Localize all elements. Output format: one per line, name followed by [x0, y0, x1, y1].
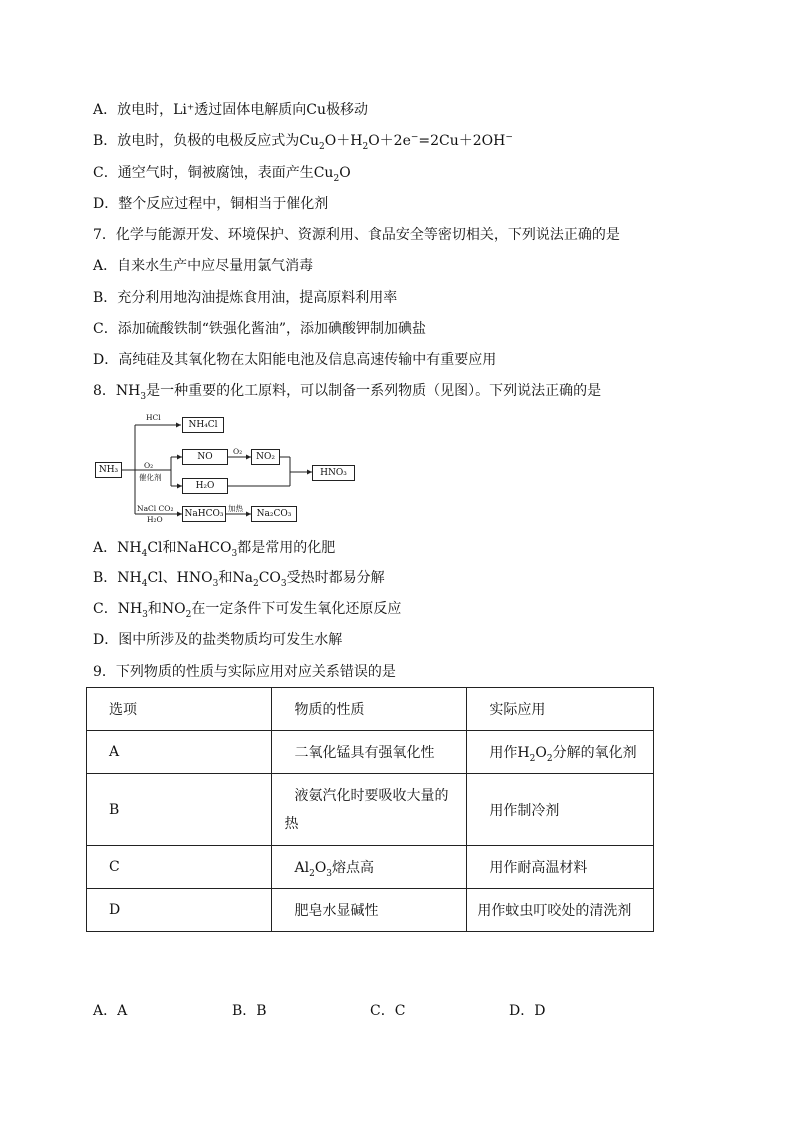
row-property: 肥皂水显碱性 [272, 889, 467, 932]
hno3-box: HNO₃ [312, 465, 355, 481]
row-option: B [87, 774, 272, 846]
nh4cl-box: NH₄Cl [182, 417, 224, 433]
header-option: 选项 [87, 688, 272, 731]
row-application: 用作$H_2O_2$分解的氧化剂 [467, 731, 654, 774]
na2co3-box: Na₂CO₃ [251, 506, 297, 522]
row-application: 用作耐高温材料 [467, 846, 654, 889]
row-property: 液氨汽化时要吸收大量的 热 [272, 774, 467, 846]
table-row [87, 774, 654, 846]
h2o-label: H₂O [147, 515, 163, 524]
row-option: A [87, 731, 272, 774]
q6-option-c: C．通空气时，铜被腐蚀，表面产生$Cu_2O$ [93, 165, 351, 184]
row-option: D [87, 889, 272, 932]
hcl-label: HCl [146, 413, 161, 422]
property-application-table [86, 687, 654, 932]
nh3-box: NH₃ [95, 462, 122, 478]
q8-option-a: A．$NH_4Cl$和NaHCO$_3$都是常用的化肥 [93, 540, 336, 559]
row-application: 用作制冷剂 [467, 774, 654, 846]
q7-option-c: C．添加硫酸铁制“铁强化酱油”，添加碘酸钾制加碘盐 [93, 321, 427, 337]
q7-stem: 7．化学与能源开发、环境保护、资源利用、食品安全等密切相关，下列说法正确的是 [93, 227, 620, 243]
choice-c: C．C [370, 1003, 406, 1019]
header-property: 物质的性质 [272, 688, 467, 731]
nacl-co2-label: NaCl CO₂ [137, 504, 174, 513]
table-row [87, 846, 654, 889]
q8-stem: 8．$NH_3$是一种重要的化工原料，可以制备一系列物质（见图）。下列说法正确的是 [93, 383, 602, 402]
header-application: 实际应用 [467, 688, 654, 731]
h2o-box: H₂O [182, 478, 228, 494]
q8-option-c: C．$NH_3$和$NO_2$在一定条件下可发生氧化还原反应 [93, 601, 402, 620]
nahco3-box: NaHCO₃ [182, 506, 226, 522]
row-property: $Al_2O_3$熔点高 [272, 846, 467, 889]
q8-option-d: D．图中所涉及的盐类物质均可发生水解 [93, 632, 343, 648]
no-box: NO [182, 449, 228, 465]
choice-b: B．B [232, 1003, 267, 1019]
row-option: C [87, 846, 272, 889]
q6-option-b: B．放电时，负极的电极反应式为$Cu_2O+H_2O+2e^-=2Cu+2OH^-$ [93, 132, 513, 152]
row-property: 二氧化锰具有强氧化性 [272, 731, 467, 774]
q7-option-d: D．高纯硅及其氧化物在太阳能电池及信息高速传输中有重要应用 [93, 352, 497, 368]
q9-stem: 9．下列物质的性质与实际应用对应关系错误的是 [93, 664, 396, 680]
table-header-row [87, 688, 654, 731]
q9-answer-choices [93, 1000, 653, 1020]
choice-d: D．D [509, 1003, 546, 1019]
choice-a: A．A [93, 1003, 128, 1019]
no2-box: NO₂ [251, 449, 280, 465]
table-row [87, 731, 654, 774]
q7-option-b: B．充分利用地沟油提炼食用油，提高原料利用率 [93, 290, 398, 306]
row-application: 用作蚊虫叮咬处的清洗剂 [467, 889, 654, 932]
table-row [87, 889, 654, 932]
q7-option-a: A．自来水生产中应尽量用氯气消毒 [93, 258, 314, 274]
heat-label: 加热 [228, 504, 243, 513]
q6-option-a: A．放电时，Li⁺透过固体电解质向Cu极移动 [93, 102, 369, 118]
nh3-flow-diagram [93, 410, 363, 528]
o2-arrow-label: O₂ [233, 447, 243, 456]
q8-option-b: B．$NH_4Cl$、$HNO_3$和$Na_2CO_3$受热时都易分解 [93, 570, 385, 589]
o2-label: O₂ [144, 461, 154, 470]
catalyst-label: 催化剂 [139, 473, 162, 482]
q6-option-d: D．整个反应过程中，铜相当于催化剂 [93, 196, 329, 212]
